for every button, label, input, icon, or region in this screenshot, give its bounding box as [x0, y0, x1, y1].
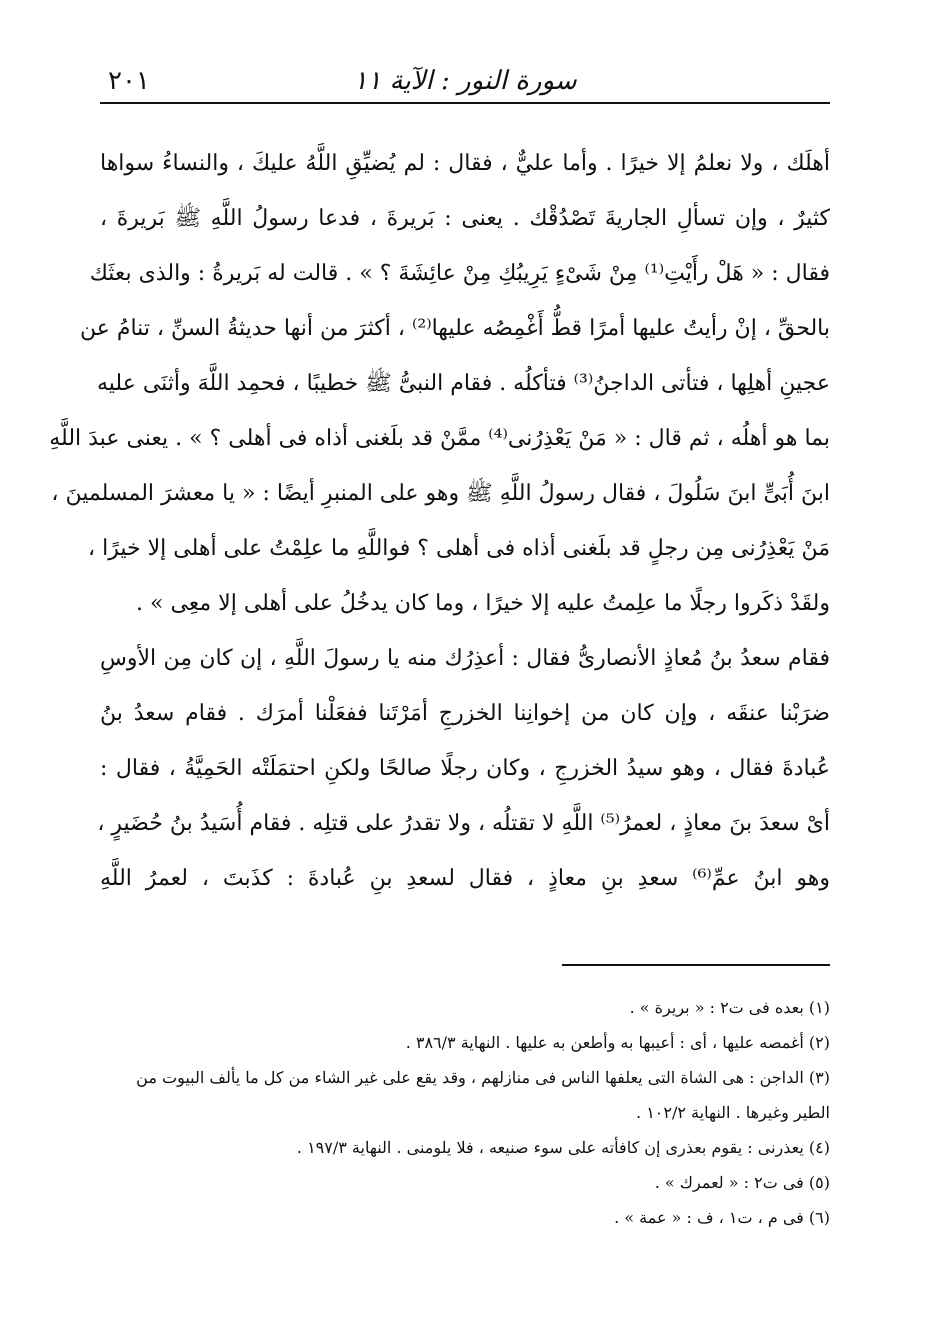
footnote: (٦) فى م ، ت١ ، ف : « عمة » .	[614, 1208, 830, 1227]
text-line: أىْ سعدَ بنَ معاذٍ ، لعمرُ⁽⁵⁾ اللَّهِ لا تقتلُه ، ولا تقدرُ على قتلِه . فقام أُسَيدُ بنُ حُضَيرٍ ،	[97, 811, 830, 836]
text-line: ابنَ أُبَىٍّ ابنَ سَلُولَ ، فقال رسولُ اللَّهِ ﷺ وهو على المنبرِ أيضًا : « يا معشرَ المسلمينَ ،	[51, 481, 830, 506]
text-line: مَنْ يَعْذِرُنى مِن رجلٍ قد بلَغنى أذاه فى أهلى ؟ فواللَّهِ ما علِمْتُ على أهلى إلا خيرًا ،	[88, 536, 830, 561]
text-line: كثيرٌ ، وإن تسألِ الجاريةَ تَصْدُقْك . يعنى : بَريرةَ ، فدعا رسولُ اللَّهِ ﷺ بَريرةَ ،	[100, 206, 830, 231]
page-number: ٢٠١	[108, 66, 150, 96]
footnote: (١) بعده فى ت٢ : « بريرة » .	[629, 998, 830, 1017]
text-line: فقام سعدُ بنُ مُعاذٍ الأنصارىُّ فقال : أعذِرُك منه يا رسولَ اللَّهِ ، إن كان مِن الأوسِ	[100, 646, 830, 671]
footnote: (٤) يعذرنى : يقوم بعذرى إن كافأته على سوء صنيعه ، فلا يلومنى . النهاية ١٩٧/٣ .	[296, 1138, 830, 1157]
text-line: ولقَدْ ذكَروا رجلًا ما علِمتُ عليه إلا خيرًا ، وما كان يدخُلُ على أهلى إلا معِى » .	[136, 591, 830, 616]
footnote: (٥) فى ت٢ : « لعمرك » .	[654, 1173, 830, 1192]
text-line: فقال : « هَلْ رأَيْتِ⁽¹⁾ مِنْ شَىْءٍ يَرِيبُكِ مِنْ عائِشَةَ ؟ » . قالت له بَريرةُ : والذى بعثَك	[89, 261, 830, 286]
footnote: (٢) أغمصه عليها ، أى : أعيبها به وأطعن به عليها . النهاية ٣٨٦/٣ .	[405, 1033, 830, 1052]
footnote-separator	[562, 964, 830, 966]
main-text	[49, 136, 830, 906]
text-line: بالحقِّ ، إنْ رأيتُ عليها أمرًا قطُّ أَغْمِصُه عليها⁽²⁾ ، أكثرَ من أنها حديثةُ السنِّ ، تنامُ عن	[79, 316, 830, 341]
text-line: ضرَبْنا عنقَه ، وإن كان من إخوانِنا الخزرجِ أمَرْتَنا ففعَلْنا أمرَك . فقام سعدُ بنُ	[100, 701, 830, 726]
footnote-continuation: الطير وغيرها . النهاية ١٠٢/٢ .	[636, 1103, 830, 1122]
text-line: وهو ابنُ عمِّ⁽⁶⁾ سعدِ بنِ معاذٍ ، فقال لسعدِ بنِ عُبادةَ : كذَبتَ ، لعمرُ اللَّهِ	[100, 866, 830, 891]
text-line: أهلَك ، ولا نعلمُ إلا خيرًا . وأما عليٌّ ، فقال : لم يُضيِّقِ اللَّهُ عليكَ ، والنساءُ سواها	[100, 151, 830, 176]
header-rule	[100, 102, 830, 104]
text-line: بما هو أهلُه ، ثم قال : « مَنْ يَعْذِرُنى⁽⁴⁾ ممَّنْ قد بلَغنى أذاه فى أهلى ؟ » . يعنى عبدَ اللَّهِ	[49, 426, 830, 451]
text-line: عجينِ أهلِها ، فتأتى الداجنُ⁽³⁾ فتأكلُه . فقام النبىُّ ﷺ خطيبًا ، فحمِد اللَّهَ وأثنَى عليه	[97, 371, 830, 396]
text-line: عُبادةَ فقال ، وهو سيدُ الخزرجِ ، وكان رجلًا صالحًا ولكنِ احتمَلَتْه الحَمِيَّةُ ، فقال :	[100, 756, 830, 781]
footnote: (٣) الداجن : هى الشاة التى يعلفها الناس فى منازلهم ، وقد يقع على غير الشاء من كل ما يألف البيوت من	[136, 1068, 830, 1087]
page-header	[100, 52, 830, 100]
running-title: سورة النور : الآية ١١	[353, 66, 577, 96]
footnotes	[100, 990, 830, 1235]
